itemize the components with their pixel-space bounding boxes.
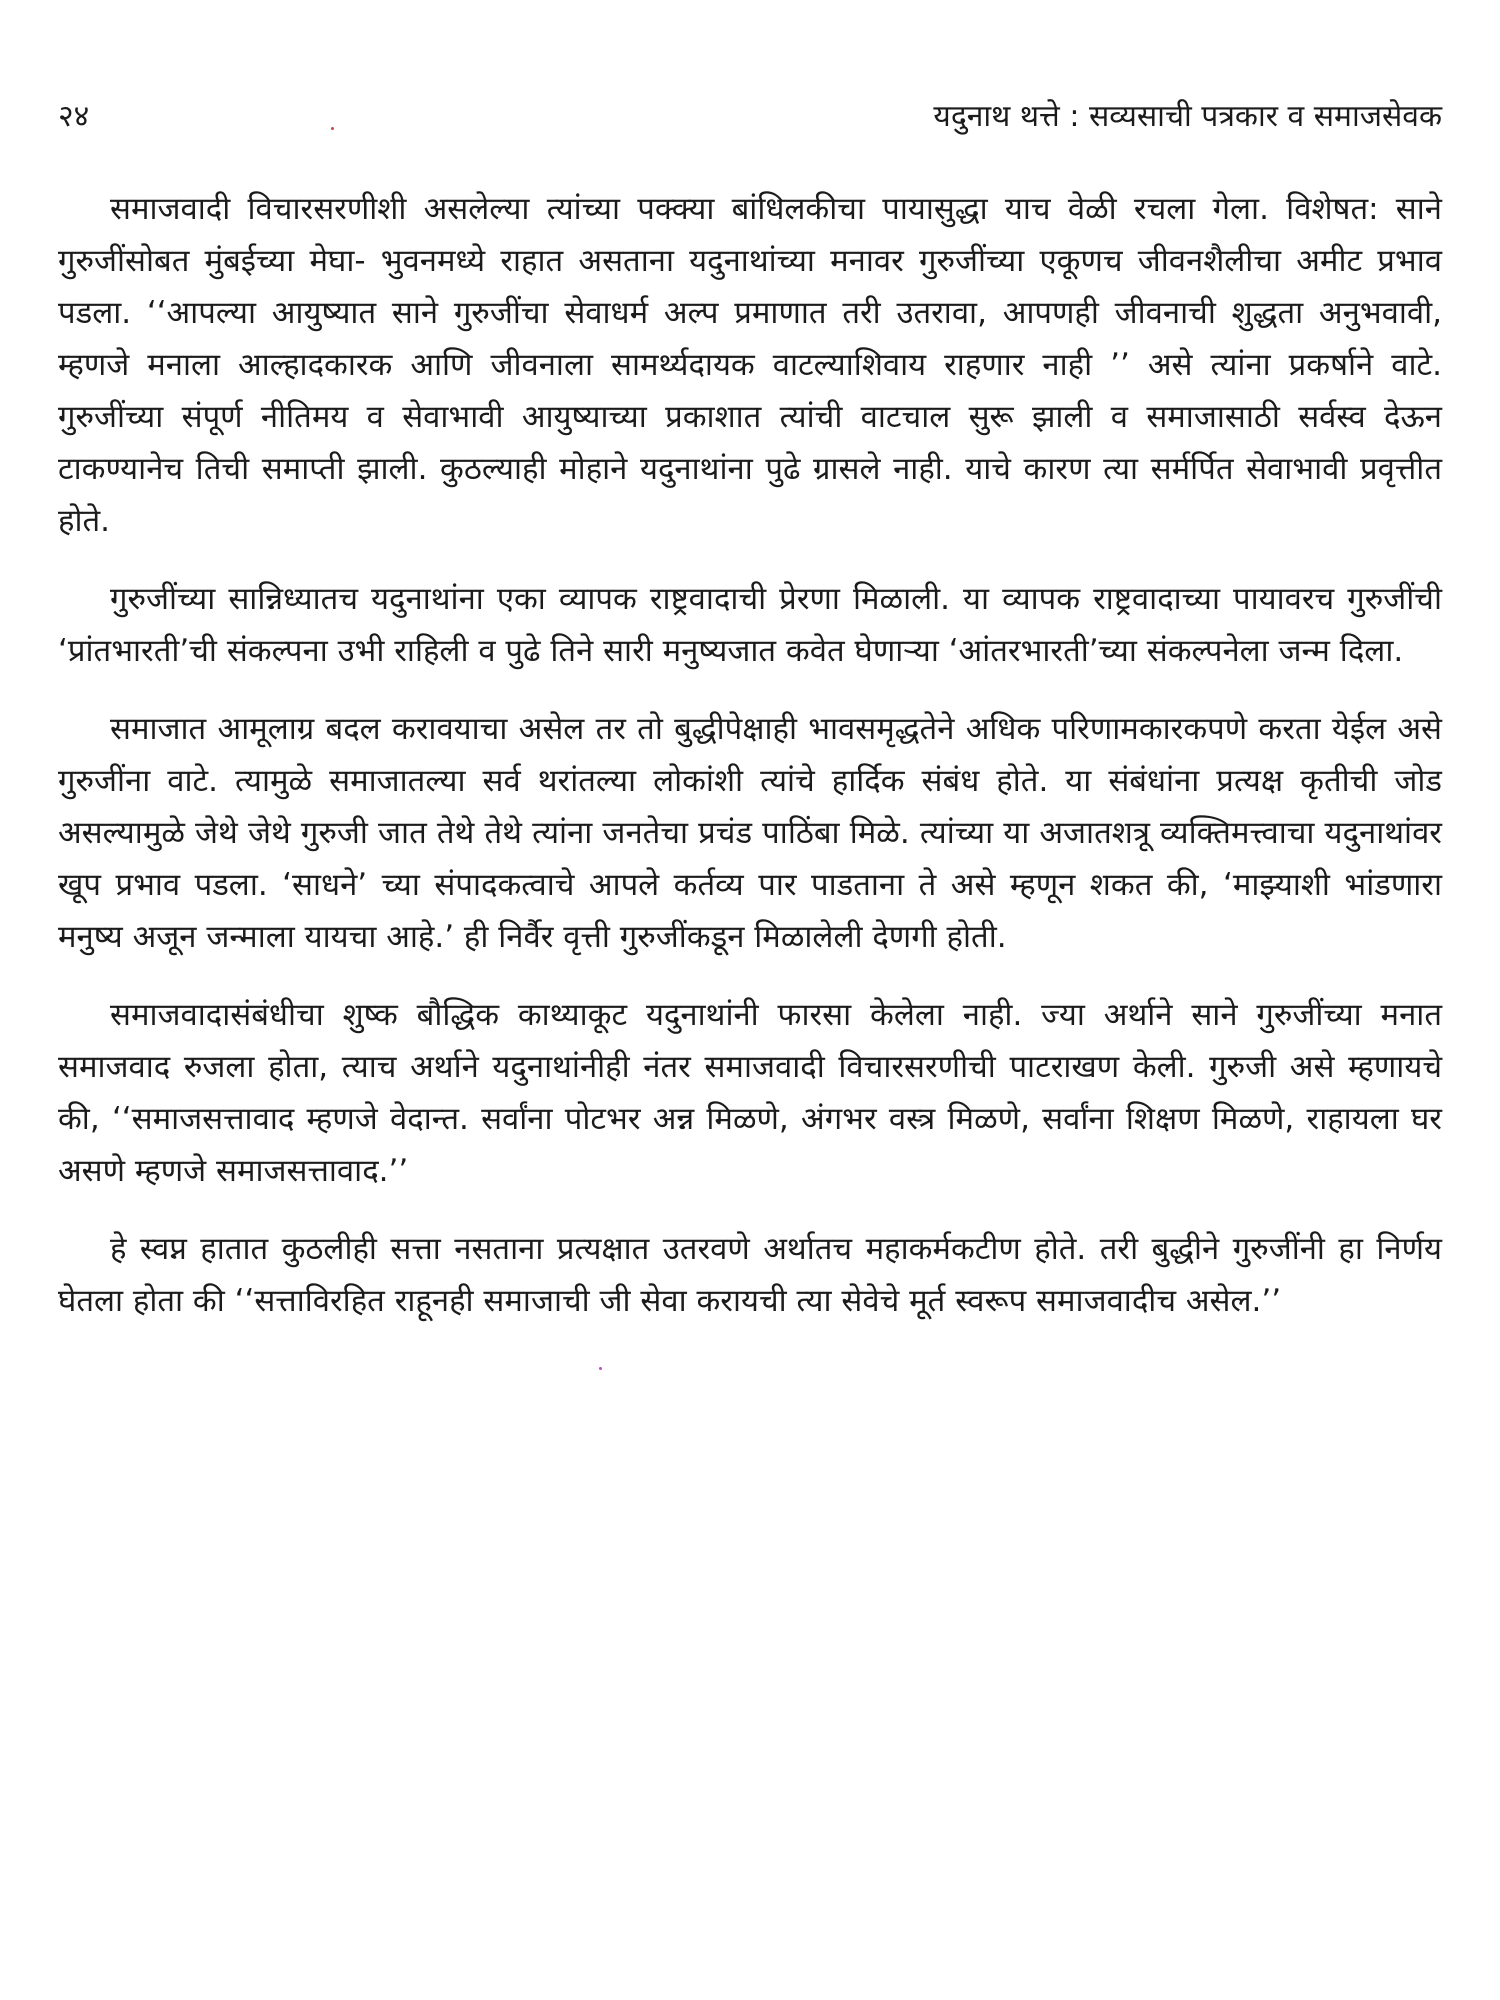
page-header [58,92,1442,142]
print-speck [599,1367,602,1370]
paragraph: समाजवादी विचारसरणीशी असलेल्या त्यांच्या पक्क्या बांधिलकीचा पायासुद्धा याच वेळी रचला गेला. विशेषत: साने गुरुजींसोबत मुंबईच्या मेघा- भुवनमध्ये राहात असताना यदुनाथांच्या मनावर गुरुजींच्या एकूणच जीवनशैलीचा अमीट प्रभाव पडला. ‘‘आपल्या आयुष्यात साने गुरुजींचा सेवाधर्म अल्प प्रमाणात तरी उतरावा, आपणही जीवनाची शुद्धता अनुभवावी, म्हणजे मनाला आल्हादकारक आणि जीवनाला सामर्थ्यदायक वाटल्याशिवाय राहणार नाही ’’ असे त्यांना प्रकर्षाने वाटे. गुरुजींच्या संपूर्ण नीतिमय व सेवाभावी आयुष्याच्या प्रकाशात त्यांची वाटचाल सुरू झाली व समाजासाठी सर्वस्व देऊन टाकण्यानेच तिची समाप्ती झाली. कुठल्याही मोहाने यदुनाथांना पुढे ग्रासले नाही. याचे कारण त्या सर्मर्पित सेवाभावी प्रवृत्तीत होते. [58,191,1442,539]
running-title: यदुनाथ थत्ते : सव्यसाची पत्रकार व समाजसेवक [933,99,1442,134]
print-speck [331,127,334,130]
paragraph: गुरुजींच्या सान्निध्यातच यदुनाथांना एका व्यापक राष्ट्रवादाची प्रेरणा मिळाली. या व्यापक राष्ट्रवादाच्या पायावरच गुरुजींची ‘प्रांतभारती’ची संकल्पना उभी राहिली व पुढे तिने सारी मनुष्यजात कवेत घेणाऱ्या ‘आंतरभारती’च्या संकल्पनेला जन्म दिला. [58,581,1442,669]
paragraph: हे स्वप्न हातात कुठलीही सत्ता नसताना प्रत्यक्षात उतरवणे अर्थातच महाकर्मकटीण होते. तरी बुद्धीने गुरुजींनी हा निर्णय घेतला होता की ‘‘सत्ताविरहित राहूनही समाजाची जी सेवा करायची त्या सेवेचे मूर्त स्वरूप समाजवादीच असेल.’’ [58,1231,1442,1319]
body-text [58,183,1442,1353]
paragraph: समाजवादासंबंधीचा शुष्क बौद्धिक काथ्याकूट यदुनाथांनी फारसा केलेला नाही. ज्या अर्थाने साने गुरुजींच्या मनात समाजवाद रुजला होता, त्याच अर्थाने यदुनाथांनीही नंतर समाजवादी विचारसरणीची पाटराखण केली. गुरुजी असे म्हणायचे की, ‘‘समाजसत्तावाद म्हणजे वेदान्त. सर्वांना पोटभर अन्न मिळणे, अंगभर वस्त्र मिळणे, सर्वांना शिक्षण मिळणे, राहायला घर असणे म्हणजे समाजसत्तावाद.’’ [58,997,1442,1189]
page-number: २४ [58,99,90,134]
paragraph: समाजात आमूलाग्र बदल करावयाचा असेल तर तो बुद्धीपेक्षाही भावसमृद्धतेने अधिक परिणामकारकपणे करता येईल असे गुरुजींना वाटे. त्यामुळे समाजातल्या सर्व थरांतल्या लोकांशी त्यांचे हार्दिक संबंध होते. या संबंधांना प्रत्यक्ष कृतीची जोड असल्यामुळे जेथे जेथे गुरुजी जात तेथे तेथे त्यांना जनतेचा प्रचंड पाठिंबा मिळे. त्यांच्या या अजातशत्रू व्यक्तिमत्त्वाचा यदुनाथांवर खूप प्रभाव पडला. ‘साधने’ च्या संपादकत्वाचे आपले कर्तव्य पार पाडताना ते असे म्हणून शकत की, ‘माझ्याशी भांडणारा मनुष्य अजून जन्माला यायचा आहे.’ ही निर्वैर वृत्ती गुरुजींकडून मिळालेली देणगी होती. [58,711,1442,955]
